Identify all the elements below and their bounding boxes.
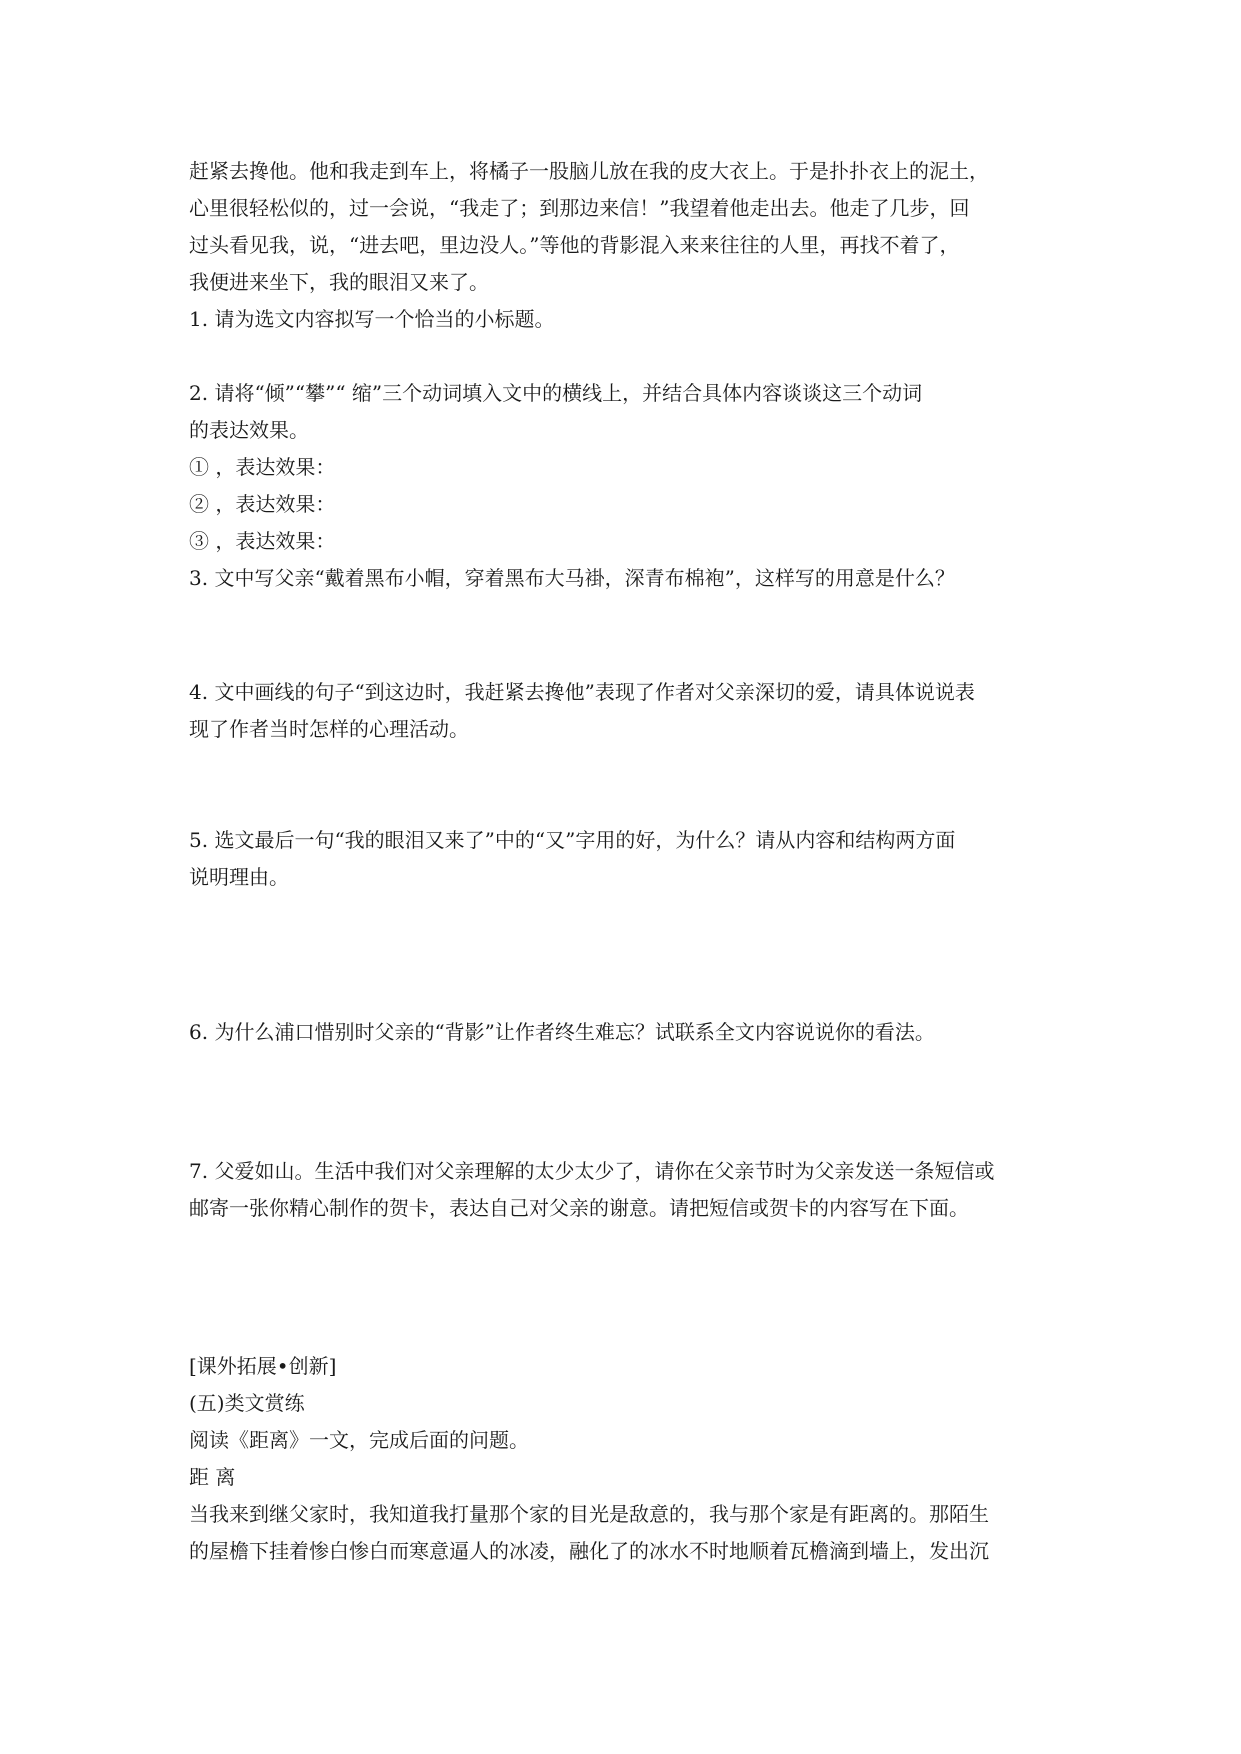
section-heading: [课外拓展•创新] — [189, 1354, 337, 1378]
question-2-line-2: 的表达效果。 — [189, 418, 309, 442]
question-6: 6. 为什么浦口惜别时父亲的“背影”让作者终生难忘？试联系全文内容说说你的看法。 — [189, 1020, 935, 1044]
question-4-line-1: 4. 文中画线的句子“到这边时，我赶紧去搀他”表现了作者对父亲深切的爱，请具体说说表 — [189, 680, 975, 704]
article-line-1: 当我来到继父家时，我知道我打量那个家的目光是敌意的，我与那个家是有距离的。那陌生 — [189, 1502, 989, 1526]
passage-line-1: 赶紧去搀他。他和我走到车上，将橘子一股脑儿放在我的皮大衣上。于是扑扑衣上的泥土， — [189, 159, 989, 183]
passage-line-3: 过头看见我，说，“进去吧，里边没人。”等他的背影混入来来往往的人里，再找不着了， — [189, 233, 960, 257]
question-7-line-2: 邮寄一张你精心制作的贺卡，表达自己对父亲的谢意。请把短信或贺卡的内容写在下面。 — [189, 1196, 969, 1220]
question-5-line-1: 5. 选文最后一句“我的眼泪又来了”中的“又”字用的好，为什么？请从内容和结构两方面 — [189, 828, 956, 852]
question-2-line-1: 2. 请将“倾”“攀”“ 缩”三个动词填入文中的横线上，并结合具体内容谈谈这三个动词 — [189, 381, 923, 405]
subsection-heading: (五)类文赏练 — [189, 1391, 305, 1415]
question-3: 3. 文中写父亲“戴着黑布小帽，穿着黑布大马褂，深青布棉袍”，这样写的用意是什么？ — [189, 566, 955, 590]
passage-line-2: 心里很轻松似的，过一会说，“我走了；到那边来信！”我望着他走出去。他走了几步，回 — [189, 196, 970, 220]
question-4-line-2: 现了作者当时怎样的心理活动。 — [189, 717, 469, 741]
article-title: 距 离 — [189, 1465, 236, 1489]
question-5-line-2: 说明理由。 — [189, 865, 289, 889]
question-1: 1. 请为选文内容拟写一个恰当的小标题。 — [189, 307, 555, 331]
question-2-blank-1: ① ，表达效果： — [189, 455, 336, 479]
question-7-line-1: 7. 父爱如山。生活中我们对父亲理解的太少太少了，请你在父亲节时为父亲发送一条短信或 — [189, 1159, 995, 1183]
question-2-blank-2: ② ，表达效果： — [189, 492, 336, 516]
question-2-blank-3: ③ ，表达效果： — [189, 529, 336, 553]
reading-instruction: 阅读《距离》一文，完成后面的问题。 — [189, 1428, 529, 1452]
article-line-2: 的屋檐下挂着惨白惨白而寒意逼人的冰凌，融化了的冰水不时地顺着瓦檐滴到墙上，发出沉 — [189, 1539, 989, 1563]
passage-line-4: 我便进来坐下，我的眼泪又来了。 — [189, 270, 489, 294]
